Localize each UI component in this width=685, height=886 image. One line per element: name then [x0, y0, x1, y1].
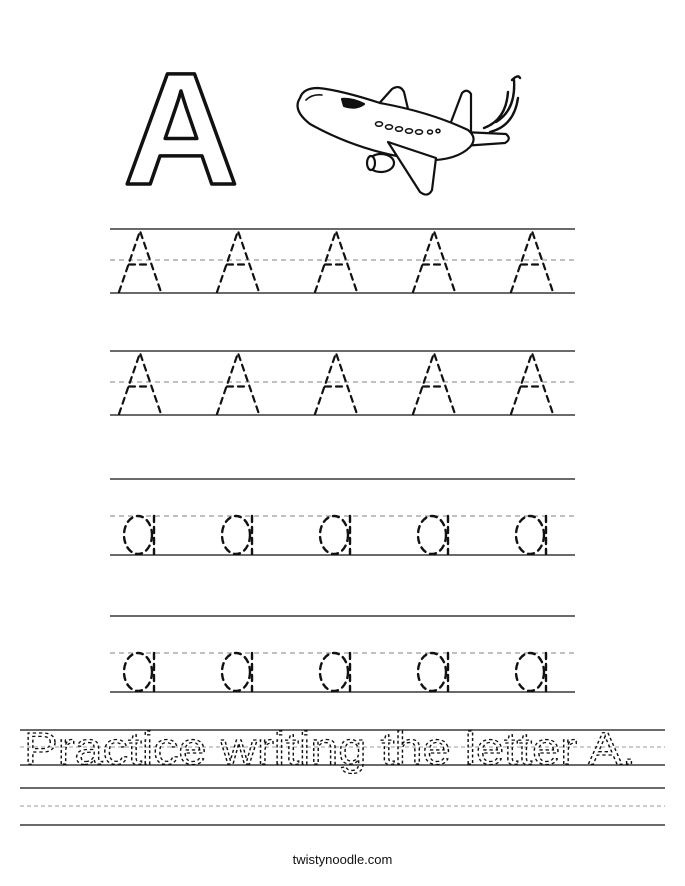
traced-letter-lowercase — [222, 516, 252, 554]
traced-letter-uppercase — [119, 231, 161, 292]
footer-site: twistynoodle.com — [292, 852, 393, 867]
traced-sentence: Practice writing the letter A. — [24, 723, 636, 774]
uppercase-practice-row — [110, 229, 575, 293]
traced-letter-uppercase — [413, 353, 455, 414]
traced-letter-uppercase — [511, 353, 553, 414]
traced-letter-lowercase — [222, 653, 252, 691]
lowercase-practice-row — [110, 616, 575, 692]
traced-letter-uppercase — [511, 231, 553, 292]
traced-letter-uppercase — [413, 231, 455, 292]
big-letter: A — [123, 39, 239, 218]
traced-letter-lowercase — [124, 653, 154, 691]
traced-letter-uppercase — [315, 231, 357, 292]
practice-rows — [110, 229, 575, 692]
airplane-icon — [298, 76, 520, 194]
traced-letter-lowercase — [418, 653, 448, 691]
traced-letter-uppercase — [315, 353, 357, 414]
traced-letter-uppercase — [119, 353, 161, 414]
uppercase-practice-row — [110, 351, 575, 415]
traced-letter-lowercase — [320, 653, 350, 691]
traced-letter-lowercase — [516, 516, 546, 554]
traced-letter-lowercase — [418, 516, 448, 554]
lowercase-practice-row — [110, 479, 575, 555]
sentence-block — [20, 723, 665, 825]
traced-letter-lowercase — [124, 516, 154, 554]
traced-letter-uppercase — [217, 353, 259, 414]
traced-letter-lowercase — [516, 653, 546, 691]
traced-letter-uppercase — [217, 231, 259, 292]
traced-letter-lowercase — [320, 516, 350, 554]
